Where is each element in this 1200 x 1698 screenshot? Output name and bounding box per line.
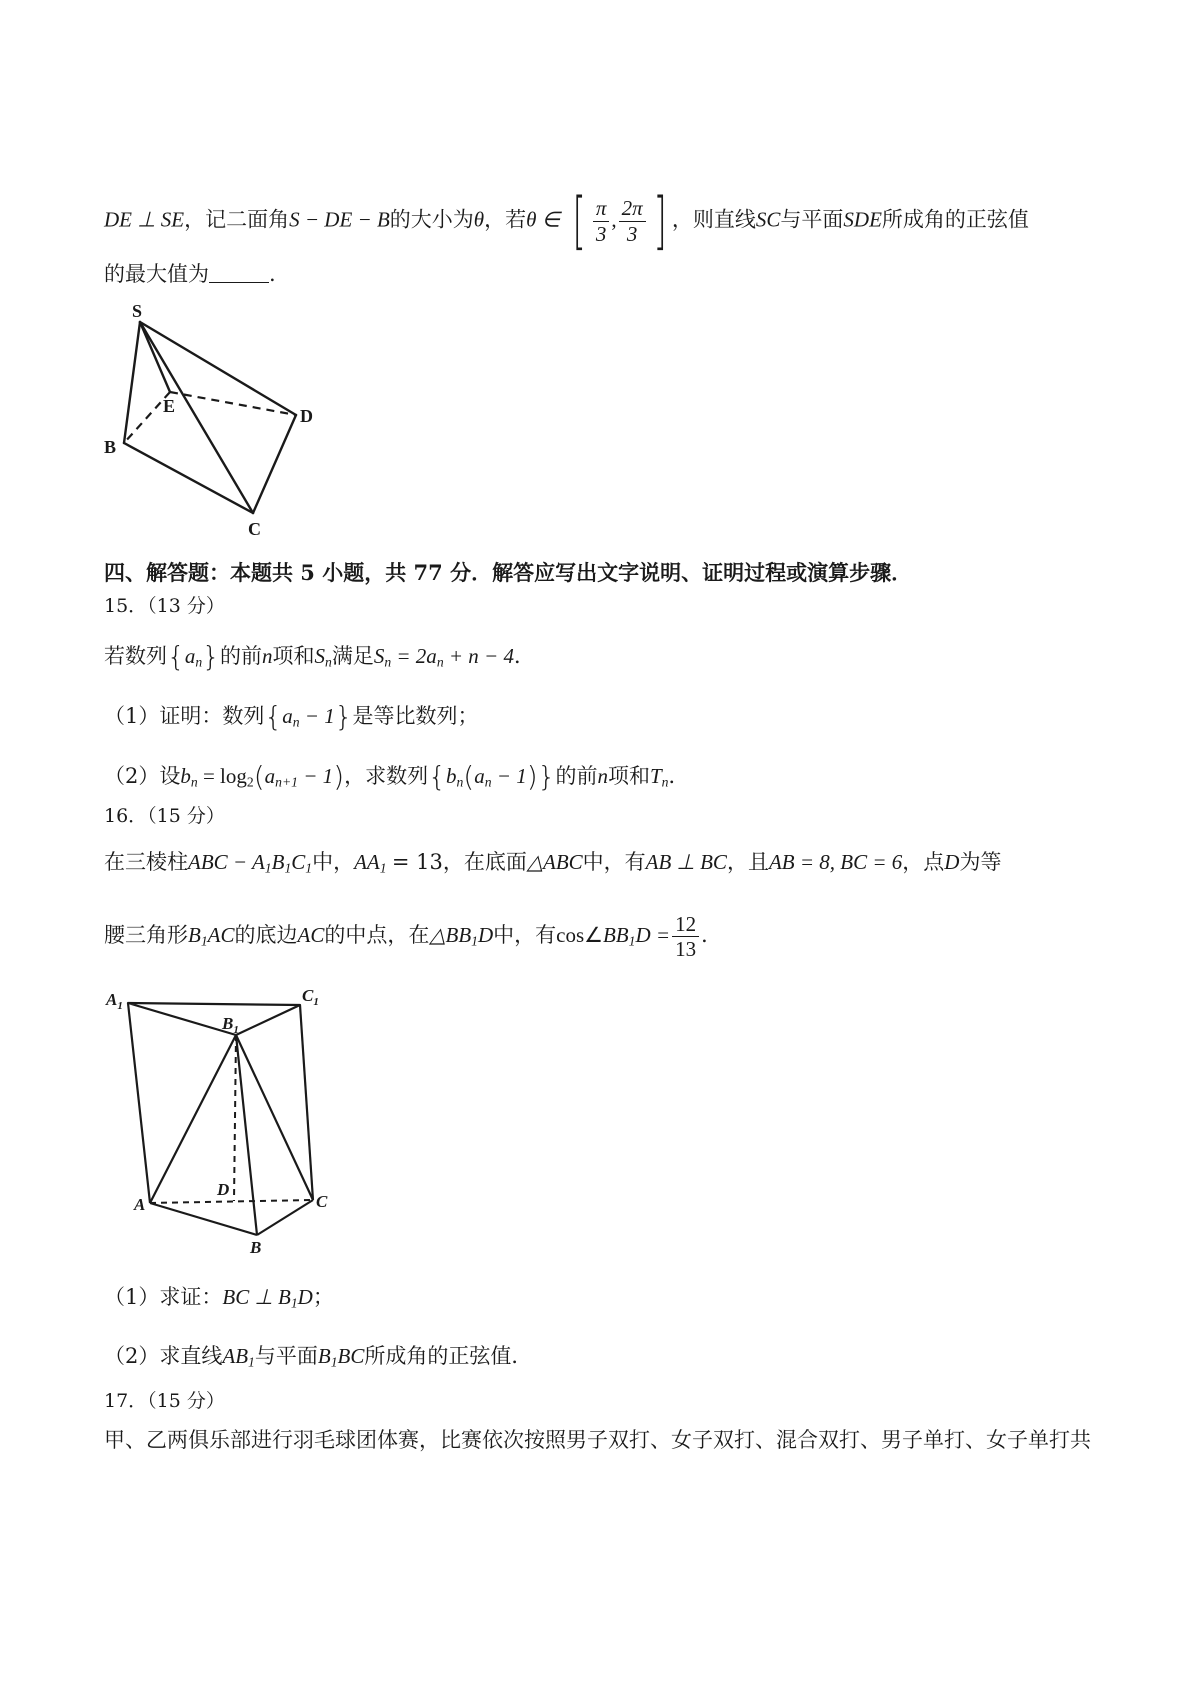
fraction-pi-3: $\frac{\pi}{3}$ [593, 196, 610, 245]
p14-line-2: 的最大值为 . [104, 262, 276, 286]
edge-ab [150, 1203, 257, 1235]
fraction-2pi-3: $\frac{2\pi}{3}$ [619, 196, 646, 245]
edge-se [140, 322, 170, 392]
q15-part-2: （2）设$b_n = \log_2(a_{n+1} - 1)$，求数列$\{b_n(a_n - 1)\}$的前n项和$T_n$． [104, 760, 690, 793]
edge-bc [257, 1200, 313, 1235]
p14-condition: DE ⊥ SE [104, 207, 185, 232]
edge-sb [124, 322, 140, 443]
edge-b1c [236, 1035, 313, 1200]
label-s: S [132, 301, 143, 321]
label-b: B [104, 437, 117, 457]
edge-dc [253, 415, 296, 513]
label-b: B [250, 1238, 262, 1257]
figure-triangular-prism [100, 985, 360, 1260]
label-d: D [300, 406, 313, 426]
edge-cc1 [300, 1005, 313, 1200]
label-b1: $B_1$ [222, 1014, 239, 1036]
answer-blank [209, 264, 269, 283]
label-c: C [248, 519, 261, 539]
edge-aa1 [128, 1003, 150, 1203]
label-e: E [163, 396, 176, 416]
q15-part-1: （1）证明：数列$\{a_n - 1\}$是等比数列； [104, 700, 479, 733]
q16-part-2: （2）求直线$AB_1$与平面$B_1BC$所成角的正弦值． [104, 1344, 533, 1370]
q16-line-1: 在三棱柱ABC − $A_1B_1C_1$中，$AA_1 = 13$，在底面△ABC中，有AB ⊥ BC，且AB = 8, BC = 6，点D为等 [104, 850, 1002, 876]
edge-b1d [234, 1035, 236, 1201]
top-face-a1b1c1 [128, 1003, 300, 1035]
label-a: A [134, 1195, 146, 1214]
label-c1: $C_1$ [302, 986, 319, 1008]
fraction-12-13: $\frac{12}{13}$ [672, 912, 699, 961]
edge-sc [140, 322, 253, 513]
q16-heading: 16．（15 分） [104, 805, 225, 827]
q17-line-1: 甲、乙两俱乐部进行羽毛球团体赛，比赛依次按照男子双打、女子双打、混合双打、男子单打、女子单打共 [104, 1428, 1091, 1452]
section-heading: 四、解答题：本题共 5 小题，共 77 分．解答应写出文字说明、证明过程或演算步骤． [104, 560, 913, 585]
label-a1: $A_1$ [106, 990, 123, 1012]
q16-part-1: （1）求证：BC ⊥ $B_1D$； [104, 1285, 334, 1311]
edge-b1b [236, 1035, 257, 1235]
figure-pyramid-sebdc [100, 295, 340, 545]
left-bracket: [ [572, 184, 586, 257]
q16-line-2: 腰三角形$B_1AC$的底边AC的中点，在$\triangle BB_1D$中，有$\cos\angle BB_1D$ = $\frac{12}{13}$ ． [104, 912, 723, 962]
p14-line-1: DE ⊥ SE，记二面角S − DE − B的大小为θ，若θ ∈ [ $\frac{\pi}{3}$ , $\frac{2\pi}{3}$ ] ，则直线SC与平面SDE所成角的正弦值 [104, 184, 1029, 257]
edge-b1a [150, 1035, 236, 1203]
q15-statement: 若数列$\{a_n\}$的前n项和$S_n$满足$S_n = 2a_n + n - 4$． [104, 640, 535, 673]
q17-heading: 17．（15 分） [104, 1390, 225, 1412]
label-c: C [316, 1192, 328, 1211]
right-bracket: ] [653, 184, 667, 257]
q15-heading: 15．（13 分） [104, 595, 225, 617]
label-d: D [217, 1180, 230, 1199]
edge-ac [150, 1200, 313, 1203]
